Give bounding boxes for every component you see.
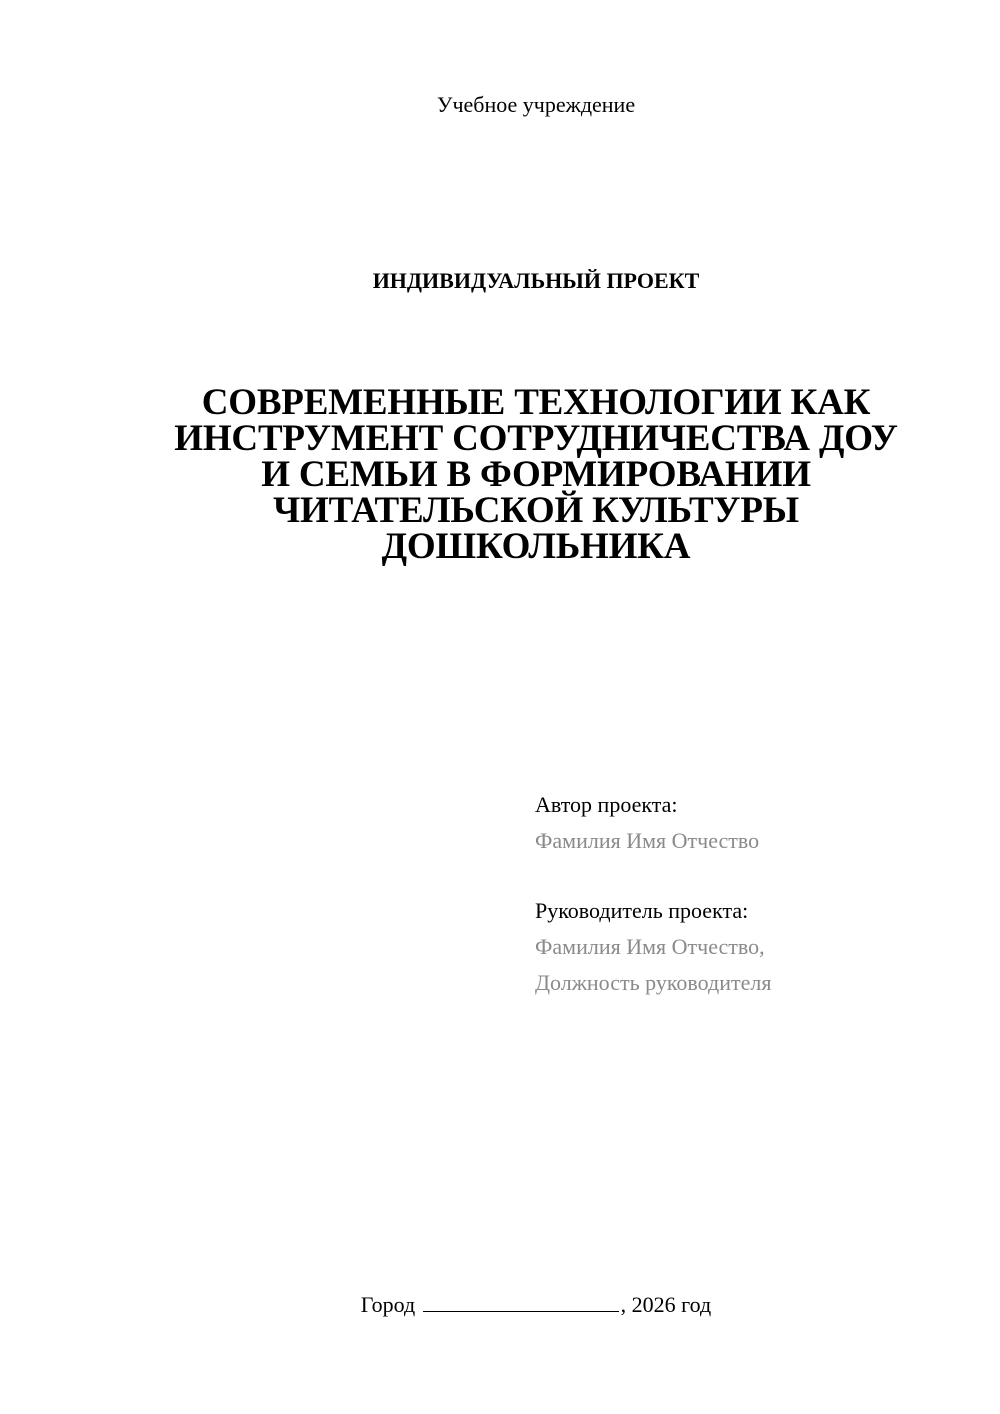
institution-name: Учебное учреждение [436, 92, 636, 117]
project-title-line: ЧИТАТЕЛЬСКОЙ КУЛЬТУРЫ [273, 490, 799, 531]
year-text: , 2026 год [620, 1292, 712, 1317]
project-title-line: И СЕМЬИ В ФОРМИРОВАНИИ [261, 454, 811, 495]
supervisor-label: Руководитель проекта: [535, 898, 749, 923]
project-title-line: ДОШКОЛЬНИКА [381, 526, 691, 567]
spacer [535, 859, 955, 893]
city-blank-line [423, 1291, 619, 1312]
project-title [140, 382, 932, 567]
author-name: Фамилия Имя Отчество [535, 828, 760, 853]
city-year-line [0, 1290, 1000, 1320]
supervisor-name: Фамилия Имя Отчество, [535, 934, 765, 959]
project-title-line: СОВРЕМЕННЫЕ ТЕХНОЛОГИИ КАК [201, 382, 871, 423]
credits-block [535, 787, 955, 1001]
project-type-heading: ИНДИВИДУАЛЬНЫЙ ПРОЕКТ [372, 268, 700, 293]
author-label: Автор проекта: [535, 792, 678, 817]
supervisor-position: Должность руководителя [535, 970, 772, 995]
city-label: Город [360, 1292, 416, 1317]
project-title-line: ИНСТРУМЕНТ СОТРУДНИЧЕСТВА ДОУ [174, 418, 898, 459]
